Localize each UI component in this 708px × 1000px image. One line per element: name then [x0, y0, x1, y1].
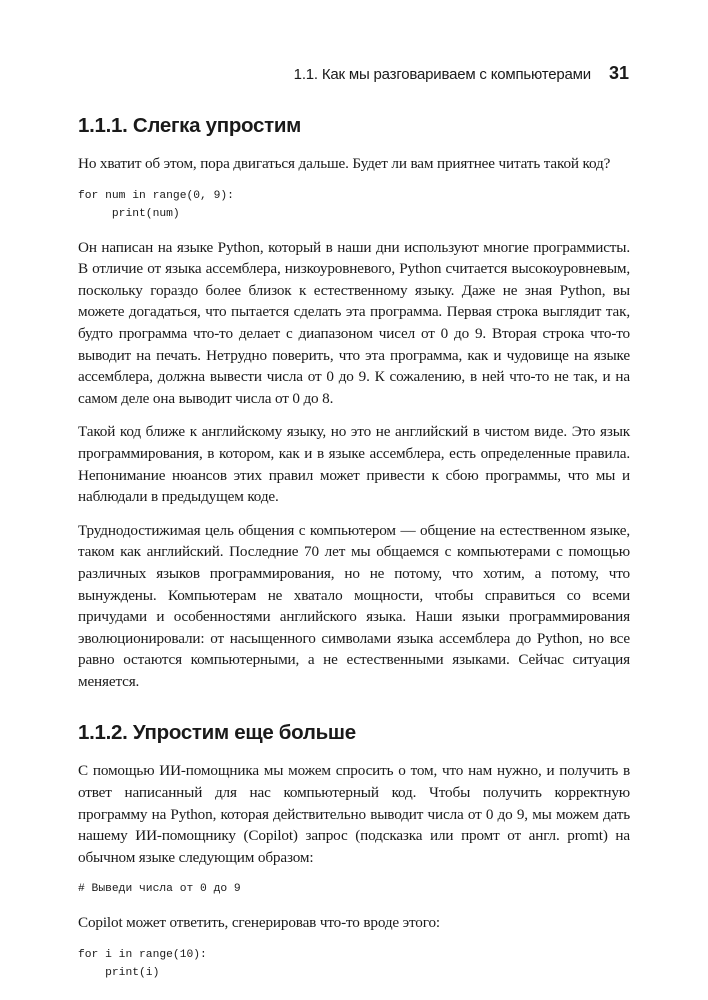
page-content: [78, 113, 630, 996]
paragraph: С помощью ИИ-помощника мы можем спросить о том, что нам нужно, и получить в ответ написанный для нас компьютерный код. Чтобы получить корректную программу на Python, которая действительно выводит числа от 0 до 9, мы можем дать нашему ИИ-помощнику (Copilot) запрос (подсказка или промт от англ. promt) на обычном языке следующим образом:: [78, 762, 630, 866]
section-heading: 1.1.2. Упростим еще больше: [78, 721, 356, 745]
paragraph: Но хватит об этом, пора двигаться дальше. Будет ли вам приятнее читать такой код?: [78, 155, 611, 172]
code-block: for num in range(0, 9): print(num): [78, 189, 234, 220]
paragraph: Copilot может ответить, сгенерировав что-то вроде этого:: [78, 914, 440, 932]
code-block: for i in range(10): print(i): [78, 949, 207, 980]
page-number: 31: [608, 63, 629, 83]
paragraph: Такой код ближе к английскому языку, но это не английский в чистом виде. Это язык программирования, в котором, как и в языке ассемблера, есть определенные правила. Непонимание нюансов этих правил может привести к сбою программы, что мы и наблюдали в предыдущем коде.: [78, 423, 630, 506]
code-block: # Выведи числа от 0 до 9: [78, 883, 241, 896]
running-head: [0, 63, 629, 87]
paragraph: Он написан на языке Python, который в наши дни используют многие программисты. В отличие от языка ассемблера, низкоуровневого, Python считается высокоуровневым, поскольку гораздо более близок к естественному языку. Даже не зная Python, вы можете догадаться, что пытается сделать эта программа. Первая строка выглядит так, будто программа что-то делает с диапазоном чисел от 0 до 9. Вторая строка что-то выводит на печать. Нетрудно поверить, что эта программа, как и чудовище на языке ассемблера, должна вывести числа от 0 до 9. К сожалению, в ней что-то не так, и на самом деле она выводит числа от 0 до 8.: [78, 238, 630, 407]
paragraph: Труднодостижимая цель общения с компьютером — общение на естественном языке, таком как английский. Последние 70 лет мы общаемся с компьютерами с помощью различных языков программирования, но не потому, что хотим, а потому, что вынуждены. Компьютерам не хватало мощности, чтобы справиться со всеми причудами и особенностями английского языка. Наши языки программирования эволюционировали: от насыщенного символами языка ассемблера до Python, но все равно остаются компьютерными, а не естественными языками. Сейчас ситуация меняется.: [78, 521, 630, 690]
section-heading: 1.1.1. Слегка упростим: [78, 114, 302, 137]
running-title: 1.1. Как мы разговариваем с компьютерами: [293, 66, 591, 83]
